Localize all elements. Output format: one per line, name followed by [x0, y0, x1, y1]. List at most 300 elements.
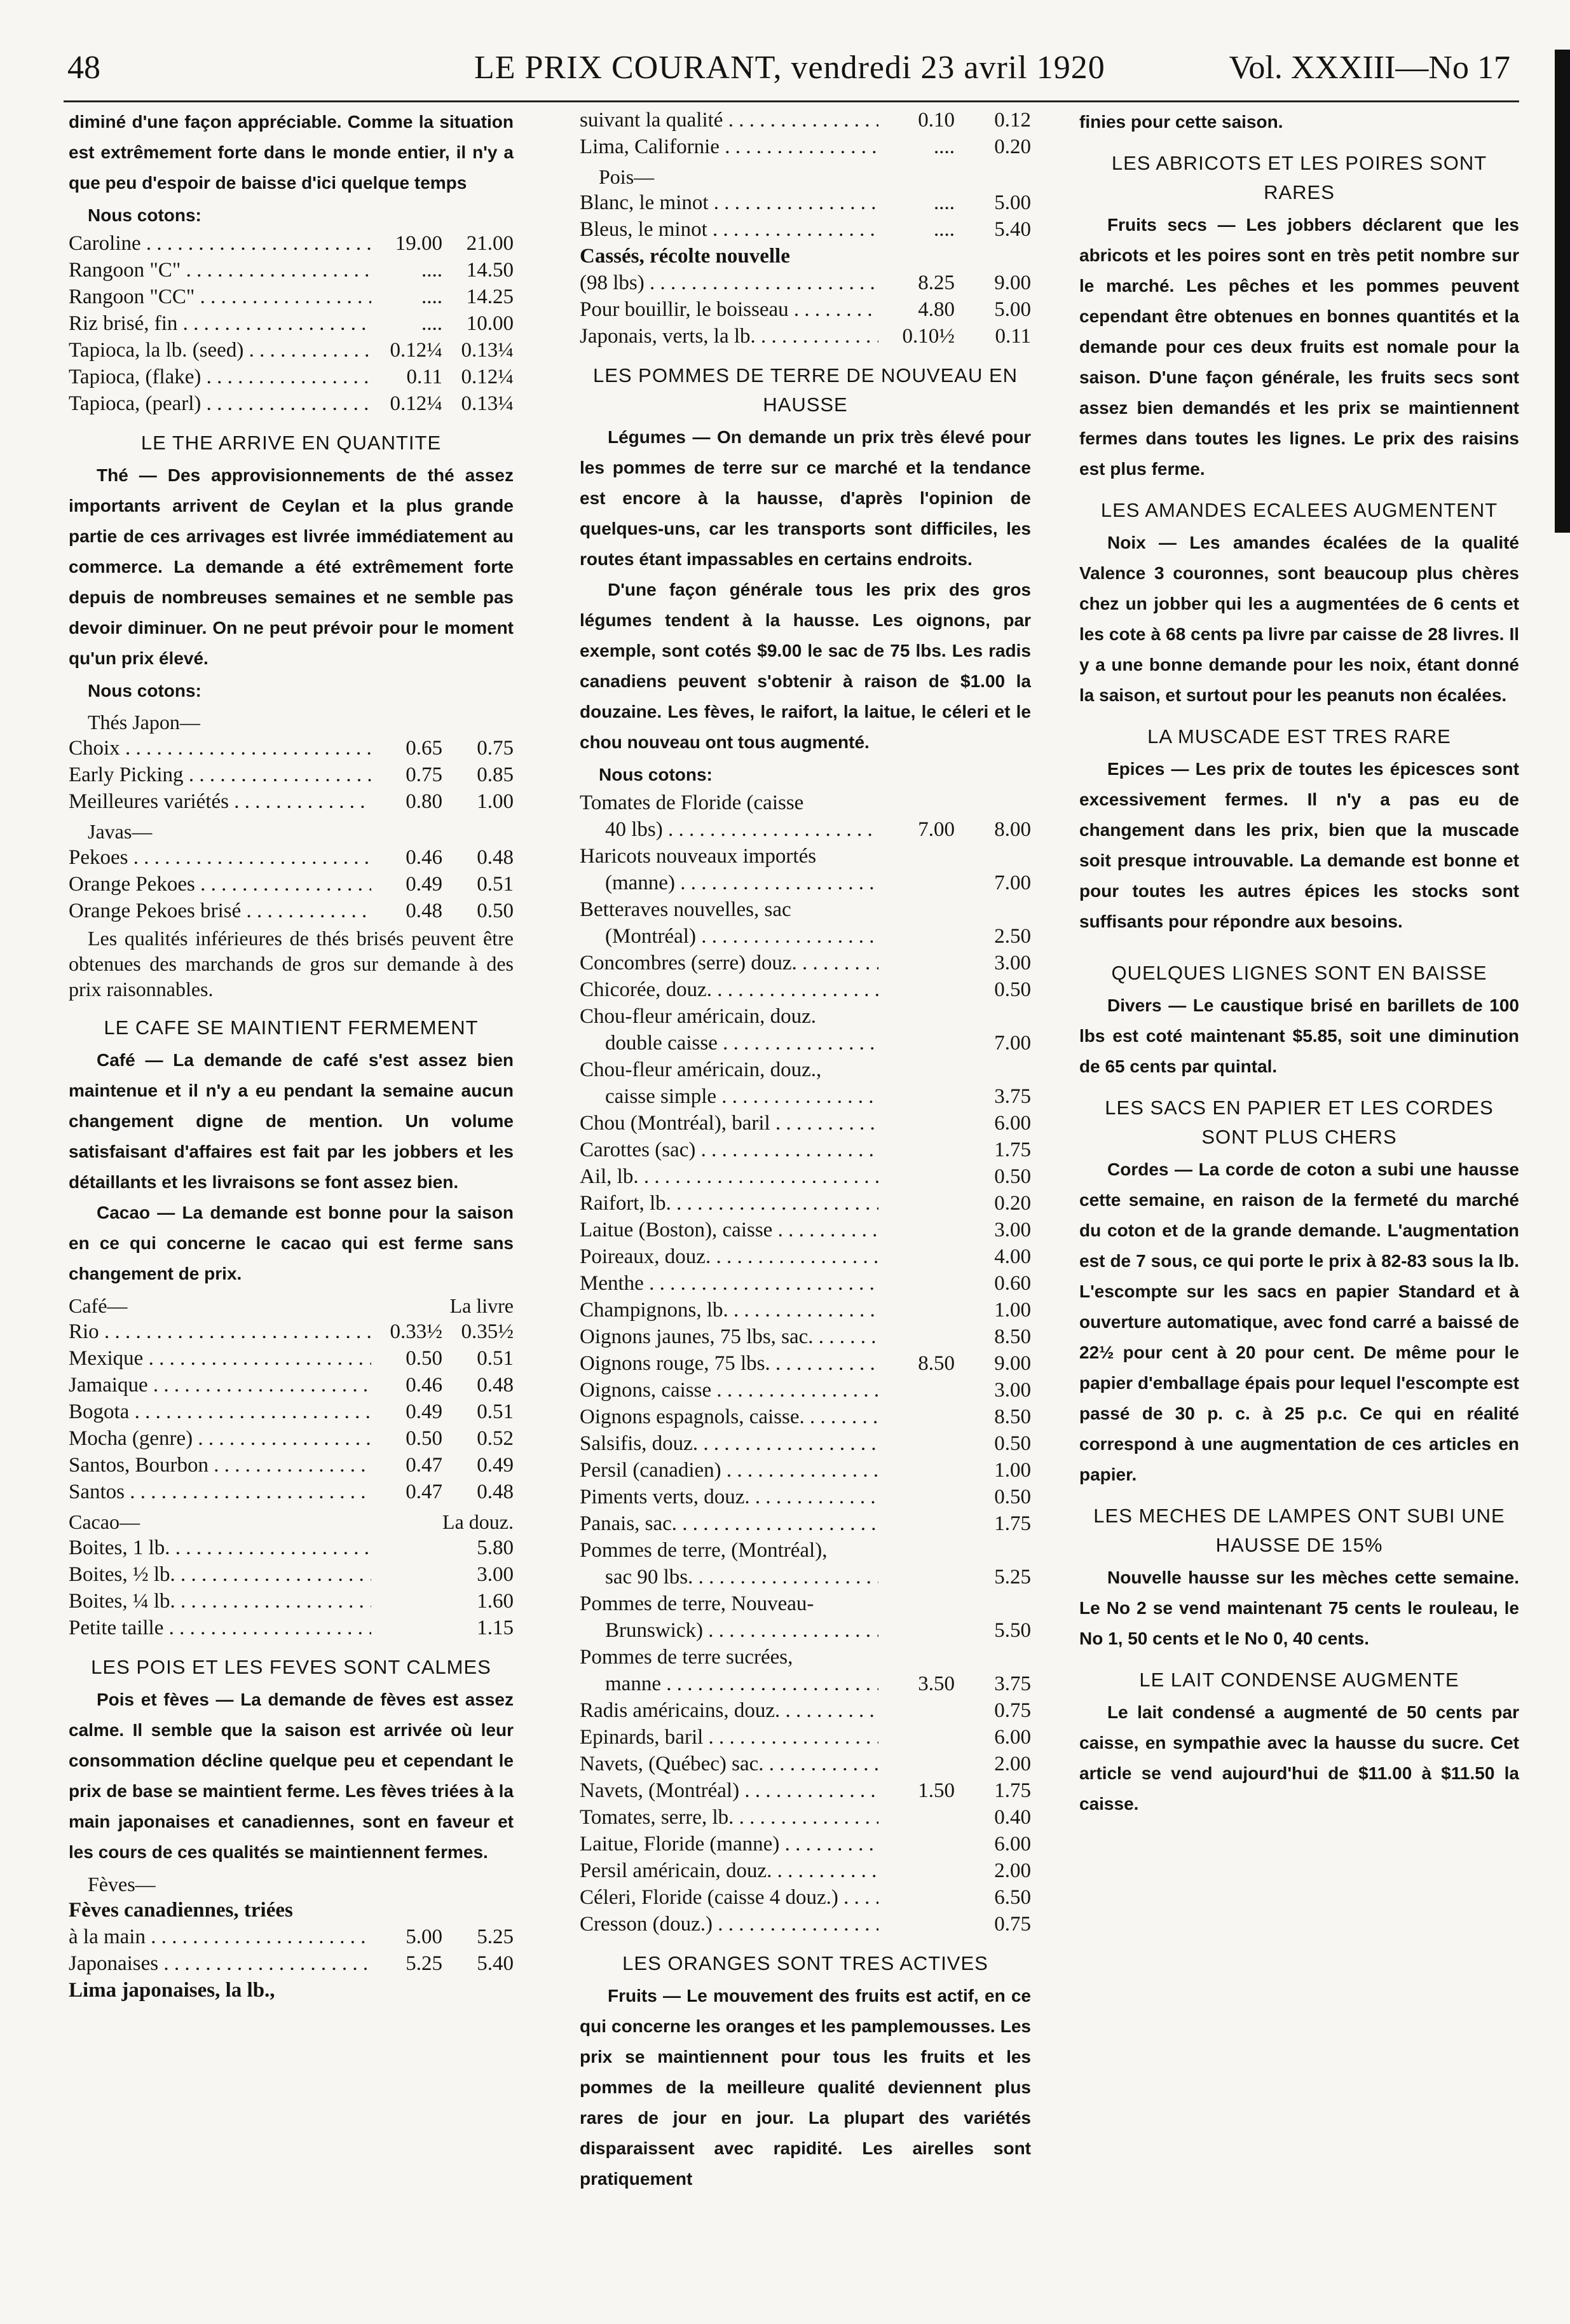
item-name: Jamaique . . .: [69, 1372, 371, 1398]
price-high: 5.00: [994, 298, 1031, 321]
item-name: Boites, 1 lb. . . .: [69, 1535, 371, 1561]
item-name-cont: caisse simple . . .: [580, 1083, 878, 1110]
price-low: 1.50: [918, 1779, 955, 1802]
price-row: [69, 364, 514, 390]
item-name: Persil (canadien) . . .: [580, 1457, 878, 1484]
paragraph: Cacao — La demande est bonne pour la saison en ce qui concerne le cacao qui est ferme sans changement de prix.: [69, 1203, 514, 1283]
price-high: 6.00: [994, 1833, 1031, 1856]
item-name: Oignons rouge, 75 lbs. . . .: [580, 1350, 878, 1377]
price-high: 8.50: [994, 1325, 1031, 1348]
paragraph: Thé — Des approvisionnements de thé assez importants arrivent de Ceylan et la plus grande partie de ces arrivages est livrée immédiatement au commerce. La demande a été extrêmement forte depuis de nombreuses semaines et ne semble pas devoir diminuer. On ne peut prévoir pour le moment qu'un prix élevé.: [69, 465, 514, 668]
price-table-rice: [69, 230, 514, 417]
item-name: Tapioca, (flake) . . .: [69, 364, 371, 390]
item-name: Salsifis, douz. . . .: [580, 1430, 878, 1457]
item-name: Oignons jaunes, 75 lbs, sac. . . .: [580, 1323, 878, 1350]
price-row: [69, 1372, 514, 1398]
item-name: Pour bouillir, le boisseau . . .: [580, 296, 878, 323]
price-low: 8.25: [918, 271, 955, 294]
paragraph: Pois et fèves — La demande de fèves est assez calme. Il semble que la saison est arrivée où leur consommation décline quelque peu et cependant le prix de base se maintient ferme. Les fèves triées à la main japonaises et canadiennes, sont en faveur et les cours de ces qualités se maintiennent fermes.: [69, 1690, 514, 1862]
price-high: 0.50: [994, 978, 1031, 1001]
price-high: 1.75: [994, 1779, 1031, 1802]
price-low: 7.00: [918, 818, 955, 841]
price-low: 5.00: [406, 1925, 442, 1948]
column-2: [580, 107, 1031, 2194]
price-row: [580, 133, 1031, 160]
price-high: 0.48: [477, 846, 514, 869]
price-row: [69, 1479, 514, 1505]
price-row: [69, 1425, 514, 1452]
price-table-top: [580, 107, 1031, 160]
item-name: Radis américains, douz. . . .: [580, 1697, 878, 1724]
price-high: 0.50: [477, 899, 514, 922]
price-high: 0.20: [994, 135, 1031, 158]
price-row: [69, 788, 514, 815]
item-name: Pommes de terre sucrées,: [580, 1646, 793, 1669]
price-high: 0.50: [994, 1486, 1031, 1508]
price-row: [580, 1350, 1031, 1377]
price-low: 0.50: [406, 1427, 442, 1450]
price-high: 0.35½: [461, 1320, 514, 1343]
item-name: Haricots nouveaux importés: [580, 845, 817, 868]
price-high: 2.00: [994, 1753, 1031, 1775]
item-name: Persil américain, douz. . . .: [580, 1857, 878, 1884]
item-name: Orange Pekoes brisé . . .: [69, 898, 371, 924]
price-high: 0.48: [477, 1480, 514, 1503]
sub-heading: Thés Japon—: [88, 711, 200, 734]
price-high: 3.00: [994, 952, 1031, 974]
section-heading: LE CAFE SE MAINTIENT FERMEMENT: [104, 1016, 479, 1039]
price-row: [580, 1056, 1031, 1110]
newspaper-title: LE PRIX COURANT, vendredi 23 avril 1920: [474, 50, 1105, 86]
item-name: Rangoon "C" . . .: [69, 257, 371, 284]
price-row: [580, 1457, 1031, 1484]
price-low: 19.00: [395, 232, 442, 255]
price-row: [69, 337, 514, 364]
price-high: 0.52: [477, 1427, 514, 1450]
section-heading: LES POMMES DE TERRE DE NOUVEAU EN HAUSSE: [592, 364, 1018, 416]
price-row: [580, 216, 1031, 243]
item-name: Oignons, caisse . . .: [580, 1377, 878, 1404]
price-row: [580, 1323, 1031, 1350]
paragraph: Fruits secs — Les jobbers déclarent que les abricots et les poires sont en très petit nombre sur le marché. Les pêches et les pommes peuvent cependant être obtenues en bonnes quantités et la demande pour ces deux fruits est nomale pour la saison. D'une façon générale, les fruits secs sont assez bien demandés et les prix se maintiennent fermes dans toutes les lignes. Le prix des raisins est plus ferme.: [1079, 215, 1519, 479]
item-name: à la main . . .: [69, 1924, 371, 1950]
price-row: [69, 871, 514, 898]
item-name: Tomates de Floride (caisse: [580, 791, 804, 814]
price-high: 1.00: [994, 1459, 1031, 1482]
item-name-cont: Brunswick) . . .: [580, 1617, 878, 1644]
quote-label: Nous cotons:: [599, 765, 713, 784]
price-row: [580, 1831, 1031, 1857]
item-name-cont: sac 90 lbs. . . .: [580, 1564, 878, 1590]
price-high: 0.12: [994, 109, 1031, 132]
item-name: Chicorée, douz. . . .: [580, 976, 878, 1003]
price-high: 2.50: [994, 925, 1031, 948]
price-row: [69, 230, 514, 257]
item-name: suivant la qualité . . .: [580, 107, 878, 133]
price-high: 0.11: [995, 325, 1031, 348]
price-high: 0.49: [477, 1454, 514, 1477]
volume-number: Vol. XXXIII—No 17: [1229, 50, 1510, 86]
sub-heading: Javas—: [88, 820, 153, 843]
section-heading: LES SACS EN PAPIER ET LES CORDES SONT PLUS CHERS: [1105, 1097, 1494, 1148]
price-row: [580, 1804, 1031, 1831]
price-row: [69, 762, 514, 788]
price-row: Cassés, récolte nouvelle: [580, 245, 790, 268]
price-row: [580, 1377, 1031, 1404]
price-row: [580, 976, 1031, 1003]
price-high: 0.13¼: [461, 339, 514, 362]
price-row: [69, 1535, 514, 1561]
item-name: Champignons, lb. . . .: [580, 1297, 878, 1323]
item-name: Pommes de terre, Nouveau-: [580, 1592, 814, 1615]
item-name-cont: (manne) . . .: [580, 870, 878, 896]
item-name: Chou-fleur américain, douz.: [580, 1005, 817, 1028]
price-high: 4.00: [994, 1245, 1031, 1268]
price-high: 0.13¼: [461, 392, 514, 415]
price-row: [580, 1697, 1031, 1724]
section-heading: LES ORANGES SONT TRES ACTIVES: [622, 1952, 988, 1974]
sub-heading: Pois—: [599, 165, 655, 188]
price-high: 0.75: [994, 1699, 1031, 1722]
price-high: 0.40: [994, 1806, 1031, 1829]
price-high: 0.50: [994, 1432, 1031, 1455]
item-name: Epinards, baril . . .: [580, 1724, 878, 1751]
price-table-casses: [580, 270, 1031, 350]
price-low: 0.33½: [390, 1320, 442, 1343]
price-table-cacao: [69, 1535, 514, 1641]
price-row: [69, 310, 514, 337]
price-low: 0.65: [406, 737, 442, 760]
price-low: 0.47: [406, 1454, 442, 1477]
price-low: 0.80: [406, 790, 442, 813]
price-row: [580, 1644, 1031, 1697]
price-low: 0.46: [406, 1374, 442, 1397]
paragraph: Divers — Le caustique brisé en barillets de 100 lbs est coté maintenant $5.85, soit une diminution de 65 cents par quintal.: [1079, 995, 1519, 1076]
price-row: [580, 323, 1031, 350]
price-low: 0.11: [406, 366, 442, 388]
price-row: Lima japonaises, la lb.,: [69, 1979, 275, 2002]
price-high: 5.25: [994, 1566, 1031, 1589]
item-name-cont: double caisse . . .: [580, 1030, 878, 1056]
item-name: Early Picking . . .: [69, 762, 371, 788]
section-heading: LES AMANDES ECALEES AUGMENTENT: [1100, 499, 1498, 521]
paragraph: Fruits — Le mouvement des fruits est actif, en ce qui concerne les oranges et les pamplemousses. Les prix se maintiennent pour tous les fruits et les pommes de la meilleure qualité deviennent plus rares de jour en jour. La plupart des variétés disparaissent avec rapidité. Les airelles sont pratiquement: [580, 1986, 1031, 2189]
price-row: [580, 896, 1031, 950]
price-high: 6.00: [994, 1112, 1031, 1135]
price-row: [69, 844, 514, 871]
item-name: Meilleures variétés . . .: [69, 788, 371, 815]
price-row: [69, 284, 514, 310]
paragraph: Café — La demande de café s'est assez bien maintenue et il n'y a eu pendant la semaine aucun changement digne de mention. Un volume satisfaisant d'affaires est fait par les jobbers et les détaillants et les livraisons se font assez bien.: [69, 1050, 514, 1192]
item-name: Carottes (sac) . . .: [580, 1137, 878, 1163]
quote-label: Nous cotons:: [88, 681, 201, 701]
item-name: Navets, (Montréal) . . .: [580, 1777, 878, 1804]
item-name: Navets, (Québec) sac. . . .: [580, 1751, 878, 1777]
column-1: [69, 107, 514, 2004]
item-name: Tapioca, la lb. (seed) . . .: [69, 337, 371, 364]
paragraph: D'une façon générale tous les prix des gros légumes tendent à la hausse. Les oignons, par exemple, sont cotés $9.00 le sac de 75 lbs. Les radis canadiens peuvent s'obtenir à raison de $1.00 la douzaine. Les fèves, le raifort, la laitue, le céleri et le chou nouveau ont tous augmenté.: [580, 580, 1031, 752]
price-high: 1.60: [477, 1590, 514, 1613]
price-row: [580, 1430, 1031, 1457]
quote-label: Nous cotons:: [88, 205, 201, 225]
item-name: Japonais, verts, la lb. . . .: [580, 323, 878, 350]
price-high: 0.48: [477, 1374, 514, 1397]
item-name: Mexique . . .: [69, 1345, 371, 1372]
item-name: Boites, ½ lb. . . .: [69, 1561, 371, 1588]
price-row: [580, 1777, 1031, 1804]
price-high: 7.00: [994, 871, 1031, 894]
price-low: ....: [934, 135, 955, 158]
price-row: [580, 1537, 1031, 1590]
price-row: [580, 1190, 1031, 1217]
section-heading: LE LAIT CONDENSE AUGMENTE: [1139, 1669, 1459, 1691]
price-row: [69, 898, 514, 924]
price-low: ....: [421, 312, 442, 335]
item-name: Chou (Montréal), baril . . .: [580, 1110, 878, 1137]
item-name: Blanc, le minot . . .: [580, 189, 878, 216]
price-row: [580, 1137, 1031, 1163]
price-row: [580, 1297, 1031, 1323]
price-high: 14.50: [466, 259, 514, 282]
price-high: 6.00: [994, 1726, 1031, 1749]
item-name-cont: (Montréal) . . .: [580, 923, 878, 950]
scan-edge-bar: [1555, 50, 1570, 533]
price-high: 14.25: [466, 285, 514, 308]
price-high: 8.50: [994, 1405, 1031, 1428]
price-low: 0.10½: [902, 325, 955, 348]
item-name: Santos, Bourbon . . .: [69, 1452, 371, 1479]
price-row: [69, 1561, 514, 1588]
sub-heading: Fèves—: [88, 1873, 156, 1896]
price-row: [580, 1510, 1031, 1537]
item-name: Caroline . . .: [69, 230, 371, 257]
section-heading: LA MUSCADE EST TRES RARE: [1147, 725, 1451, 748]
price-high: 5.50: [994, 1619, 1031, 1642]
item-name: Bogota . . .: [69, 1398, 371, 1425]
section-heading: LES POIS ET LES FEVES SONT CALMES: [91, 1656, 491, 1678]
price-high: 1.15: [477, 1617, 514, 1639]
price-high: 3.00: [994, 1219, 1031, 1241]
page-header: [67, 39, 1510, 97]
item-name: Oignons espagnols, caisse. . . .: [580, 1404, 878, 1430]
price-low: 5.25: [406, 1952, 442, 1975]
item-name: Lima, Californie . . .: [580, 133, 878, 160]
price-low: 0.50: [406, 1347, 442, 1370]
item-name: Pommes de terre, (Montréal),: [580, 1539, 828, 1562]
price-row: [580, 1003, 1031, 1056]
price-high: 6.50: [994, 1886, 1031, 1909]
item-name: Piments verts, douz. . . .: [580, 1484, 878, 1510]
price-low: 0.49: [406, 873, 442, 896]
item-name: Cresson (douz.) . . .: [580, 1911, 878, 1938]
item-name: Panais, sac. . . .: [580, 1510, 878, 1537]
price-high: 1.75: [994, 1512, 1031, 1535]
price-row: [69, 1588, 514, 1615]
price-low: 0.48: [406, 899, 442, 922]
price-row: [580, 189, 1031, 216]
price-row: [580, 1857, 1031, 1884]
price-row: [580, 1217, 1031, 1243]
price-high: 0.51: [477, 1400, 514, 1423]
price-low: 0.47: [406, 1480, 442, 1503]
price-table-pois: [580, 189, 1031, 243]
price-row: [580, 1590, 1031, 1644]
sub-heading: Cacao— La douz.: [69, 1510, 514, 1533]
item-name: Tapioca, (pearl) . . .: [69, 390, 371, 417]
item-name: Santos . . .: [69, 1479, 371, 1505]
section-heading: LE THE ARRIVE EN QUANTITE: [140, 432, 442, 454]
price-row: [69, 735, 514, 762]
price-high: 0.60: [994, 1272, 1031, 1295]
paragraph: Noix — Les amandes écalées de la qualité Valence 3 couronnes, sont beaucoup plus chères chez un jobber qui les a augmentées de 6 cents et les cote à 68 cents pa livre par caisse de 28 livres. Il y a une bonne demande pour les noix, étant donné la saison, et surtout pour les peanuts non écalées.: [1079, 533, 1519, 705]
price-high: 0.75: [477, 737, 514, 760]
section-heading: QUELQUES LIGNES SONT EN BAISSE: [1111, 962, 1487, 984]
item-name: Ail, lb. . . .: [580, 1163, 878, 1190]
item-name: Raifort, lb. . . .: [580, 1190, 878, 1217]
price-high: 0.51: [477, 873, 514, 896]
item-name: Chou-fleur américain, douz.,: [580, 1058, 822, 1081]
price-low: 4.80: [918, 298, 955, 321]
price-row: [580, 789, 1031, 843]
price-row: [580, 270, 1031, 296]
paragraph: Cordes — La corde de coton a subi une hausse cette semaine, en raison de la fermeté du marché du coton et de la grande demande. L'augmentation est de 7 sous, ce qui porte le prix à 82-83 sous la lb. L'escompte sur les sacs en papier Standard et à ouverture automatique, avec fond carré a baissé de 22½ pour cent à 20 pour cent. De même pour le papier d'emballage épais pour lequel l'escompte est passé de 30 p. c. à 25 p.c. Ce qui en réalité correspond à une augmentation de ces articles en papier.: [1079, 1159, 1519, 1484]
price-high: 0.85: [477, 763, 514, 786]
paragraph: Le lait condensé a augmenté de 50 cents par caisse, en sympathie avec la hausse du sucre. Cet article se vend aujourd'hui de $11.00 à $11.50 la caisse.: [1079, 1702, 1519, 1814]
price-row: [580, 1270, 1031, 1297]
item-name: (98 lbs) . . .: [580, 270, 878, 296]
price-high: 0.20: [994, 1192, 1031, 1215]
price-low: 0.10: [918, 109, 955, 132]
price-high: 5.25: [477, 1925, 514, 1948]
price-high: 3.00: [994, 1379, 1031, 1402]
price-high: 8.00: [994, 818, 1031, 841]
price-high: 9.00: [994, 271, 1031, 294]
price-low: 0.49: [406, 1400, 442, 1423]
price-high: 0.51: [477, 1347, 514, 1370]
price-row: [69, 1950, 514, 1977]
price-table-the-javas: [69, 844, 514, 924]
price-row: [69, 1924, 514, 1950]
price-row: [580, 1163, 1031, 1190]
paragraph: Légumes — On demande un prix très élevé pour les pommes de terre sur ce marché et la tendance est encore à la hausse, d'après l'opinion de quelques-uns, car les transports sont difficiles, les routes étant impassables en certains endroits.: [580, 427, 1031, 569]
page-number: 48: [67, 50, 100, 86]
paragraph: finies pour cette saison.: [1079, 112, 1283, 132]
price-high: 7.00: [994, 1032, 1031, 1055]
price-row: [580, 1484, 1031, 1510]
item-name: Pekoes . . .: [69, 844, 371, 871]
price-low: ....: [934, 218, 955, 241]
price-high: 3.75: [994, 1085, 1031, 1108]
price-low: ....: [421, 285, 442, 308]
price-row: [580, 107, 1031, 133]
price-row: [69, 1452, 514, 1479]
price-row: [69, 1398, 514, 1425]
price-table-the-japon: [69, 735, 514, 815]
price-row: [580, 1884, 1031, 1911]
paragraph: diminé d'une façon appréciable. Comme la situation est extrêmement forte dans le monde entier, il n'y a que peu d'espoir de baisse d'ici quelque temps: [69, 112, 514, 193]
item-name: Petite taille . . .: [69, 1615, 371, 1641]
price-high: 2.00: [994, 1859, 1031, 1882]
item-name: Rangoon "CC" . . .: [69, 284, 371, 310]
price-high: 5.40: [994, 218, 1031, 241]
price-low: 0.46: [406, 846, 442, 869]
paragraph: Nouvelle hausse sur les mèches cette semaine. Le No 2 se vend maintenant 75 cents le rouleau, le No 1, 50 cents et le No 0, 40 cents.: [1079, 1568, 1519, 1648]
section-heading: LES MECHES DE LAMPES ONT SUBI UNE HAUSSE DE 15%: [1093, 1505, 1505, 1556]
price-row: [69, 1345, 514, 1372]
paragraph: Epices — Les prix de toutes les épicesces sont excessivement fermes. Il n'y a pas eu de changement dans les prix, bien que la muscade soit presque introuvable. La demande est bonne et pour toutes les autres épices les stocks sont suffisants pour répondre aux besoins.: [1079, 759, 1519, 931]
price-table-cafe: [69, 1318, 514, 1505]
price-row: [580, 296, 1031, 323]
price-row: [580, 1243, 1031, 1270]
item-name: Orange Pekoes . . .: [69, 871, 371, 898]
price-row: [580, 1751, 1031, 1777]
price-high: 5.80: [477, 1536, 514, 1559]
price-row: [69, 257, 514, 284]
price-row: [69, 1318, 514, 1345]
price-low: 8.50: [918, 1352, 955, 1375]
item-name: Céleri, Floride (caisse 4 douz.) . . .: [580, 1884, 878, 1911]
item-name: Boites, ¼ lb. . . .: [69, 1588, 371, 1615]
price-row: [69, 1615, 514, 1641]
item-name-cont: 40 lbs) . . .: [580, 816, 878, 843]
item-name-cont: manne . . .: [580, 1671, 878, 1697]
column-3: [1079, 107, 1519, 1819]
item-name: Bleus, le minot . . .: [580, 216, 878, 243]
price-low: 0.12¼: [390, 339, 442, 362]
price-high: 0.50: [994, 1165, 1031, 1188]
item-name: Tomates, serre, lb. . . .: [580, 1804, 878, 1831]
price-row: [580, 843, 1031, 896]
price-high: 1.75: [994, 1138, 1031, 1161]
price-high: 1.00: [994, 1299, 1031, 1322]
price-high: 5.00: [994, 191, 1031, 214]
item-name: Choix . . .: [69, 735, 371, 762]
item-name: Betteraves nouvelles, sac: [580, 898, 791, 921]
price-high: 0.75: [994, 1913, 1031, 1936]
header-rule: [64, 100, 1519, 102]
price-row: [580, 1404, 1031, 1430]
price-high: 3.75: [994, 1672, 1031, 1695]
price-table-legumes: [580, 789, 1031, 1938]
price-high: 9.00: [994, 1352, 1031, 1375]
item-name: Menthe . . .: [580, 1270, 878, 1297]
price-row: [69, 390, 514, 417]
item-name: Mocha (genre) . . .: [69, 1425, 371, 1452]
price-high: 0.12¼: [461, 366, 514, 388]
item-name: Japonaises . . .: [69, 1950, 371, 1977]
item-name: Poireaux, douz. . . .: [580, 1243, 878, 1270]
section-heading: LES ABRICOTS ET LES POIRES SONT RARES: [1111, 152, 1487, 203]
price-high: 3.00: [477, 1563, 514, 1586]
price-row: [580, 1110, 1031, 1137]
price-high: 1.00: [477, 790, 514, 813]
price-low: ....: [421, 259, 442, 282]
price-low: 0.12¼: [390, 392, 442, 415]
price-note: Les qualités inférieures de thés brisés peuvent être obtenues des marchands de gros sur demande à des prix raisonnables.: [69, 927, 514, 1001]
price-high: 10.00: [466, 312, 514, 335]
item-name: Riz brisé, fin . . .: [69, 310, 371, 337]
price-low: 0.75: [406, 763, 442, 786]
price-high: 21.00: [466, 232, 514, 255]
item-name: Rio . . .: [69, 1318, 371, 1345]
sub-heading: Café— La livre: [69, 1294, 514, 1317]
price-row: [580, 1911, 1031, 1938]
price-low: ....: [934, 191, 955, 214]
price-low: 3.50: [918, 1672, 955, 1695]
item-name: Laitue (Boston), caisse . . .: [580, 1217, 878, 1243]
price-row: [580, 1724, 1031, 1751]
item-name: Laitue, Floride (manne) . . .: [580, 1831, 878, 1857]
